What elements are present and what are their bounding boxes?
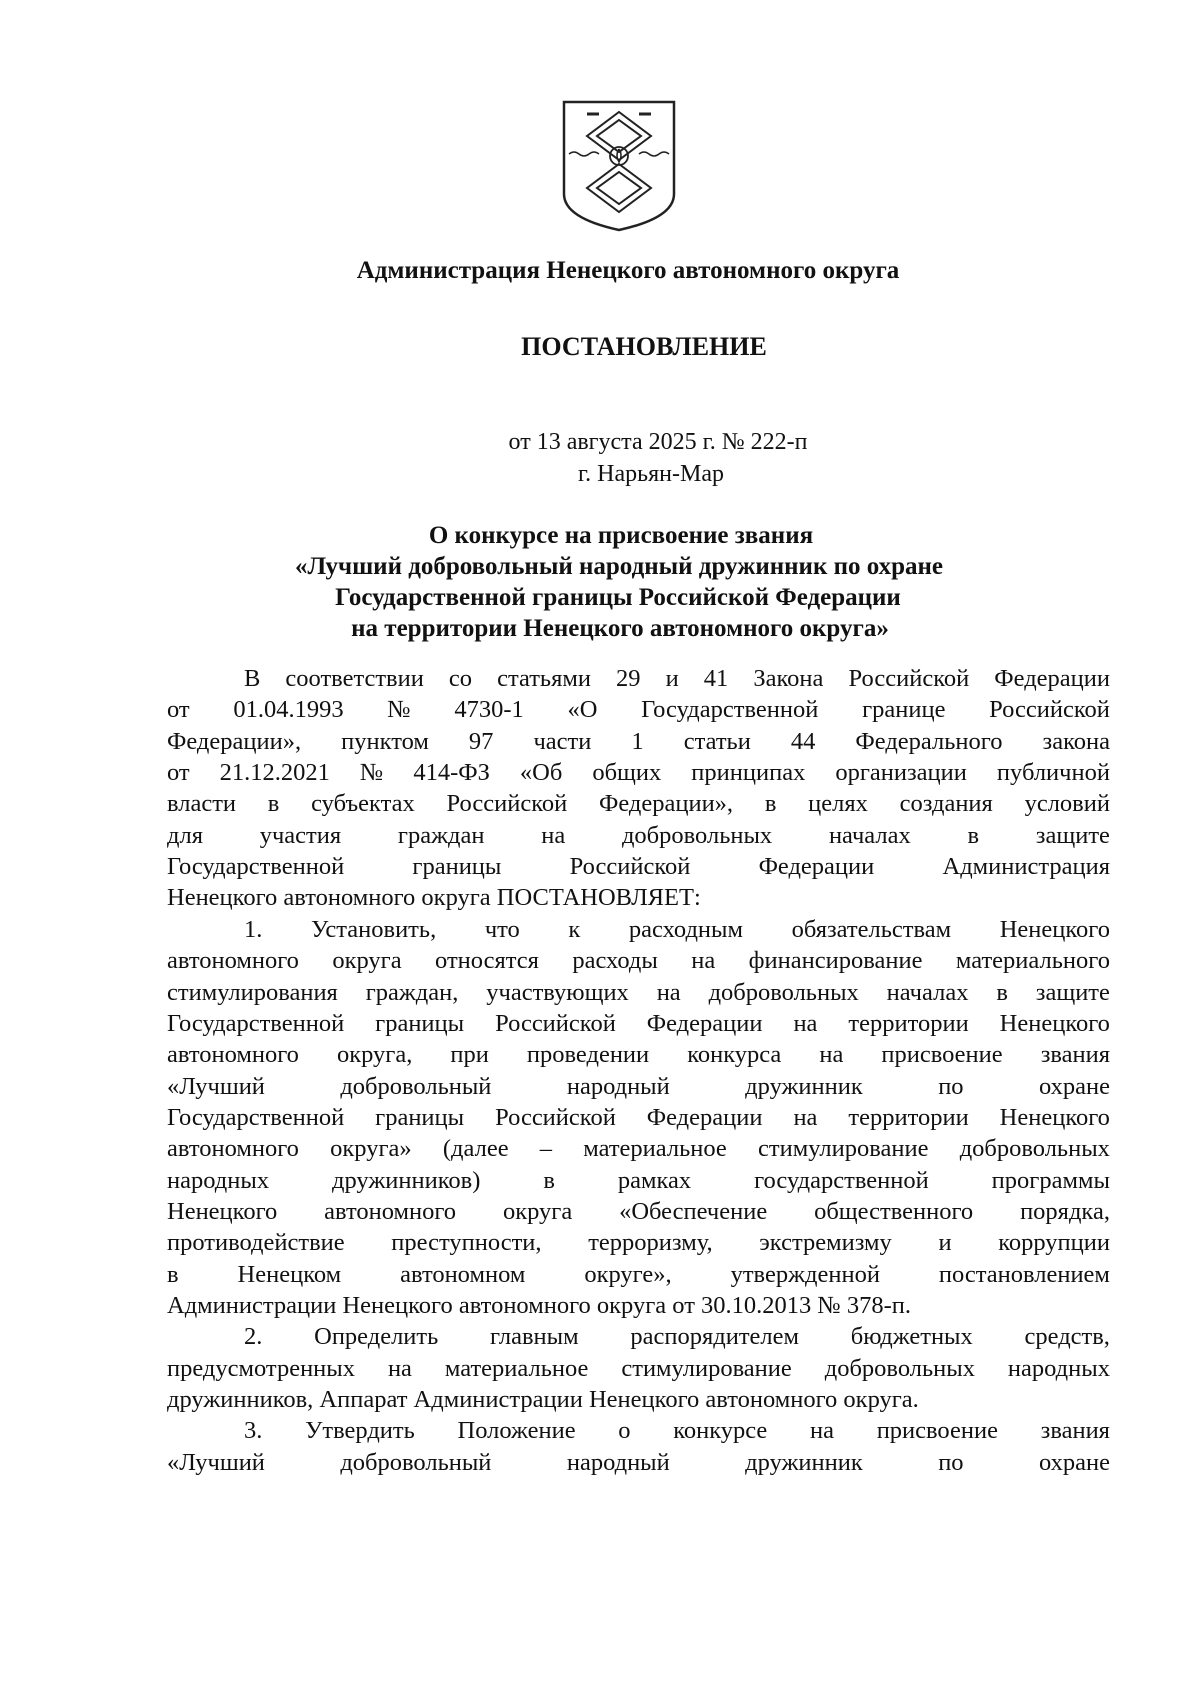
body-line <box>167 788 1110 820</box>
body-word: участия <box>259 822 342 849</box>
body-word: присвоение <box>881 1041 1003 1068</box>
body-word: 29 <box>616 665 641 692</box>
body-word: при <box>450 1041 489 1068</box>
body-line <box>167 1039 1110 1071</box>
body-word: Определить <box>314 1323 439 1350</box>
body-word: 1 <box>631 728 644 755</box>
body-word: закона <box>1042 728 1110 755</box>
body-word: 97 <box>468 728 494 755</box>
body-word: В <box>244 665 261 692</box>
body-word: Администрация <box>942 853 1110 880</box>
body-word: народный <box>566 1449 670 1476</box>
body-word: «Обеспечение <box>619 1198 768 1225</box>
body-word: добровольных <box>959 1135 1110 1162</box>
body-word: в <box>267 790 280 817</box>
body-word: Ненецкого <box>999 1010 1110 1037</box>
body-word: Федерации <box>758 853 875 880</box>
body-word: началах <box>886 979 969 1006</box>
body-word: расходным <box>628 916 743 943</box>
body-word: на <box>793 1010 818 1037</box>
body-word: публичной <box>996 759 1110 786</box>
body-word: терроризму, <box>588 1229 713 1256</box>
body-word: Закона <box>753 665 824 692</box>
body-word: стимулирование <box>621 1355 792 1382</box>
body-line <box>167 1008 1110 1040</box>
body-word: преступности, <box>391 1229 542 1256</box>
body-word: округа, <box>336 1041 413 1068</box>
body-word: программы <box>991 1167 1110 1194</box>
body-line: дружинников, Аппарат Администрации Ненецкого автономного округа. <box>167 1386 919 1413</box>
body-line <box>167 977 1110 1009</box>
body-word: Ненецкого <box>167 1198 278 1225</box>
body-word: на <box>819 1041 844 1068</box>
body-line <box>167 1102 1110 1134</box>
body-word: Федерации <box>646 1104 763 1131</box>
body-word: в <box>967 822 980 849</box>
body-word: условий <box>1024 790 1110 817</box>
body-line <box>244 1321 1110 1353</box>
body-word: Федерации <box>994 665 1110 692</box>
body-word: в <box>167 1261 179 1288</box>
body-word: утвержденной <box>730 1261 880 1288</box>
document-city: г. Нарьян-Мар <box>578 461 724 487</box>
body-word: 4730-1 <box>454 696 524 723</box>
body-word: материальное <box>583 1135 727 1162</box>
body-word: финансирование <box>748 947 923 974</box>
body-word: на <box>810 1417 834 1444</box>
body-word: конкурса <box>687 1041 782 1068</box>
body-word: Российской <box>848 665 970 692</box>
body-word: рамках <box>617 1167 692 1194</box>
body-word: охране <box>1038 1449 1110 1476</box>
body-word: 44 <box>790 728 816 755</box>
body-word: общих <box>592 759 662 786</box>
body-line <box>167 1071 1110 1103</box>
body-word: от <box>167 696 190 723</box>
body-line <box>167 726 1110 758</box>
body-word: границы <box>375 1104 465 1131</box>
body-word: Государственной <box>167 1104 345 1131</box>
body-word: Государственной <box>167 1010 345 1037</box>
body-line <box>167 757 1110 789</box>
body-word: общественного <box>814 1198 974 1225</box>
body-word: № <box>359 759 384 786</box>
body-word: Ненецкого <box>999 916 1110 943</box>
body-word: экстремизму <box>759 1229 892 1256</box>
body-word: дружинник <box>745 1449 863 1476</box>
body-word: (далее <box>442 1135 509 1162</box>
body-word: на <box>691 947 716 974</box>
body-line <box>167 1133 1110 1165</box>
body-word: Российской <box>446 790 568 817</box>
body-word: статьями <box>497 665 591 692</box>
body-word: для <box>167 822 203 849</box>
body-line <box>167 851 1110 883</box>
body-word: Федерации <box>646 1010 763 1037</box>
document-title-line: на территории Ненецкого автономного округа» <box>351 615 889 642</box>
body-word: 21.12.2021 <box>219 759 330 786</box>
body-word: народных <box>167 1167 270 1194</box>
body-line <box>244 1415 1110 1447</box>
document-date-number: от 13 августа 2025 г. № 222-п <box>508 429 808 455</box>
body-word: 01.04.1993 <box>233 696 344 723</box>
body-word: стимулирование <box>758 1135 929 1162</box>
body-line <box>244 663 1110 695</box>
coat-of-arms-emblem <box>561 100 677 232</box>
body-word: средств, <box>1024 1323 1110 1350</box>
body-word: добровольных <box>824 1355 975 1382</box>
body-word: материальное <box>444 1355 589 1382</box>
body-word: присвоение <box>876 1417 998 1444</box>
document-title-line: «Лучший добровольный народный дружинник по охране <box>294 553 944 580</box>
body-word: и <box>938 1229 952 1256</box>
body-word: добровольных <box>708 979 859 1006</box>
body-word: автономного <box>324 1198 457 1225</box>
body-word: порядка, <box>1020 1198 1110 1225</box>
body-word: дружинник <box>745 1073 863 1100</box>
body-word: границы <box>375 1010 465 1037</box>
document-title-line: О конкурсе на присвоение звания <box>428 522 814 549</box>
body-word: народный <box>566 1073 670 1100</box>
body-word: Государственной <box>167 853 345 880</box>
body-word: к <box>568 916 581 943</box>
body-word: автономного <box>167 1041 299 1068</box>
body-word: 1. <box>244 916 263 943</box>
body-line: Администрации Ненецкого автономного округа от 30.10.2013 № 378-п. <box>167 1292 912 1319</box>
body-word: постановлением <box>938 1261 1110 1288</box>
body-word: началах <box>828 822 911 849</box>
body-word: целях <box>808 790 868 817</box>
body-word: Ненецкого <box>999 1104 1110 1131</box>
body-line <box>167 1227 1110 1259</box>
body-word: коррупции <box>998 1229 1110 1256</box>
body-word: границе <box>862 696 946 723</box>
body-line <box>167 1447 1110 1479</box>
body-word: звания <box>1040 1041 1110 1068</box>
body-line <box>167 1165 1110 1197</box>
body-line <box>167 1259 1110 1291</box>
body-word: звания <box>1040 1417 1110 1444</box>
body-word: на <box>793 1104 818 1131</box>
body-word: «Лучший <box>167 1073 265 1100</box>
body-word: граждан <box>397 822 485 849</box>
body-word: защите <box>1035 979 1110 1006</box>
body-word: пунктом <box>341 728 429 755</box>
body-word: Утвердить <box>305 1417 415 1444</box>
body-word: добровольных <box>621 822 773 849</box>
body-word: автономного <box>167 947 299 974</box>
body-word: Российской <box>495 1104 616 1131</box>
body-word: Государственной <box>641 696 819 723</box>
body-line: Ненецкого автономного округа ПОСТАНОВЛЯЕТ: <box>167 884 701 911</box>
body-word: со <box>448 665 473 692</box>
body-word: Ненецком <box>237 1261 342 1288</box>
body-word: конкурсе <box>673 1417 768 1444</box>
body-word: граждан, <box>365 979 459 1006</box>
body-word: округа <box>332 947 402 974</box>
body-line <box>244 914 1110 946</box>
body-word: округа <box>502 1198 573 1225</box>
body-word: принципах <box>691 759 806 786</box>
body-word: автономном <box>400 1261 526 1288</box>
body-word: субъектах <box>311 790 415 817</box>
body-word: в <box>764 790 777 817</box>
body-word: границы <box>412 853 502 880</box>
body-word: власти <box>167 790 237 817</box>
body-word: участвующих <box>486 979 629 1006</box>
body-word: в <box>543 1167 555 1194</box>
organization-heading: Администрация Ненецкого автономного округа <box>356 257 900 284</box>
body-word: 41 <box>703 665 729 692</box>
body-word: государственной <box>754 1167 929 1194</box>
body-word: округа» <box>330 1135 412 1162</box>
body-word: охране <box>1038 1073 1110 1100</box>
body-word: Положение <box>457 1417 576 1444</box>
body-word: Российской <box>989 696 1110 723</box>
body-word: автономного <box>167 1135 299 1162</box>
body-line <box>167 945 1110 977</box>
body-word: по <box>938 1073 964 1100</box>
body-word: бюджетных <box>850 1323 973 1350</box>
body-word: Установить, <box>310 916 437 943</box>
body-word: материального <box>955 947 1110 974</box>
body-word: 2. <box>244 1323 263 1350</box>
body-line <box>167 1196 1110 1228</box>
body-word: дружинников) <box>332 1167 481 1194</box>
body-word: «Об <box>519 759 563 786</box>
body-word: на <box>541 822 566 849</box>
body-word: защите <box>1035 822 1110 849</box>
body-word: округе», <box>584 1261 672 1288</box>
body-word: части <box>533 728 592 755</box>
body-word: распорядителем <box>630 1323 800 1350</box>
body-word: главным <box>490 1323 579 1350</box>
body-word: от <box>167 759 190 786</box>
body-word: на <box>387 1355 412 1382</box>
body-word: статьи <box>683 728 751 755</box>
body-word: – <box>539 1135 553 1162</box>
document-type: ПОСТАНОВЛЕНИЕ <box>521 332 767 361</box>
body-word: добровольный <box>340 1073 492 1100</box>
body-word: предусмотренных <box>167 1355 355 1382</box>
body-line <box>167 694 1110 726</box>
body-word: создания <box>899 790 993 817</box>
body-word: «О <box>567 696 598 723</box>
body-word: расходы <box>572 947 658 974</box>
body-word: по <box>938 1449 964 1476</box>
body-word: народных <box>1007 1355 1110 1382</box>
body-line <box>167 820 1110 852</box>
body-word: территории <box>848 1010 969 1037</box>
body-word: Федерации», <box>167 728 302 755</box>
body-word: Федерации», <box>598 790 734 817</box>
body-word: 414-ФЗ <box>413 759 490 786</box>
body-word: проведении <box>526 1041 650 1068</box>
document-title-line: Государственной границы Российской Федерации <box>335 584 901 611</box>
body-word: противодействие <box>167 1229 345 1256</box>
body-word: Российской <box>569 853 691 880</box>
body-word: что <box>484 916 520 943</box>
body-word: на <box>656 979 681 1006</box>
body-word: организации <box>835 759 967 786</box>
body-word: 3. <box>244 1417 263 1444</box>
body-word: стимулирования <box>167 979 338 1006</box>
body-word: соответствии <box>285 665 424 692</box>
body-word: «Лучший <box>167 1449 265 1476</box>
body-word: территории <box>848 1104 969 1131</box>
body-word: добровольный <box>340 1449 492 1476</box>
body-word: Российской <box>495 1010 616 1037</box>
body-word: № <box>387 696 411 723</box>
body-word: обязательствам <box>791 916 952 943</box>
body-word: в <box>996 979 1008 1006</box>
body-word: Федерального <box>855 728 1003 755</box>
body-word: о <box>618 1417 631 1444</box>
body-word: и <box>665 665 679 692</box>
body-line <box>167 1353 1110 1385</box>
body-word: относятся <box>435 947 539 974</box>
